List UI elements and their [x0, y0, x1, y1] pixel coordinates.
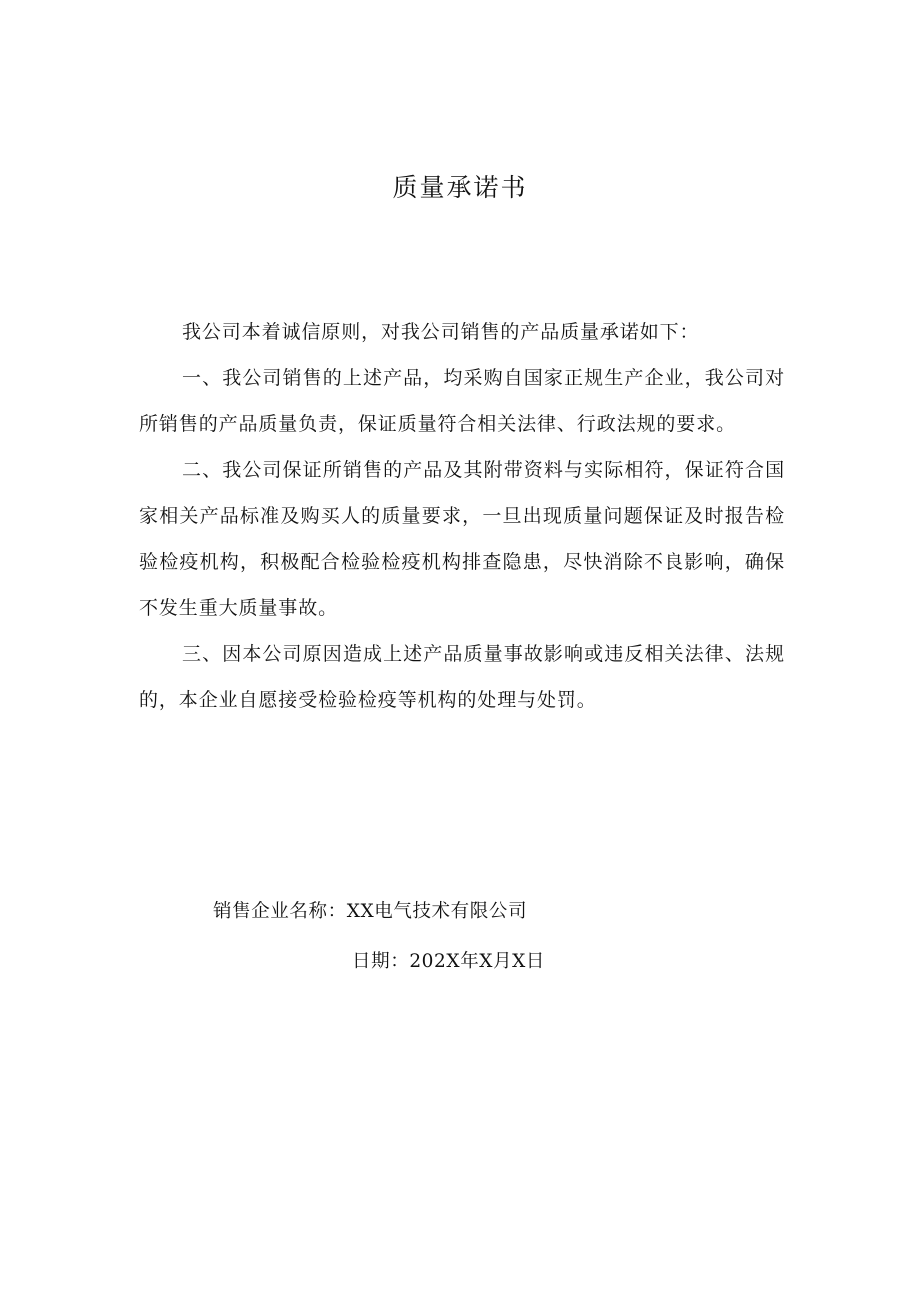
document-title: 质量承诺书 — [392, 173, 528, 202]
date-label: 日期： — [352, 951, 410, 972]
clause-1-paragraph: 一、我公司销售的上述产品，均采购自国家正规生产企业，我公司对所销售的产品质量负责，保证质量符合相关法律、行政法规的要求。 — [139, 367, 785, 435]
clause-3-paragraph: 三、因本公司原因造成上述产品质量事故影响或违反相关法律、法规的，本企业自愿接受检验检疫等机构的处理与处罚。 — [139, 643, 785, 711]
date-value: 202X年X月X日 — [409, 951, 546, 972]
document-body — [139, 309, 785, 723]
company-line — [213, 896, 527, 928]
clause-2-paragraph: 二、我公司保证所销售的产品及其附带资料与实际相符，保证符合国家相关产品标准及购买人的质量要求，一旦出现质量问题保证及时报告检验检疫机构，积极配合检验检疫机构排查隐患，尽快消除不良影响，确保不发生重大质量事故。 — [139, 459, 785, 619]
company-name: XX电气技术有限公司 — [346, 901, 528, 922]
date-line — [352, 946, 545, 978]
company-label: 销售企业名称： — [213, 901, 347, 922]
intro-paragraph: 我公司本着诚信原则，对我公司销售的产品质量承诺如下： — [182, 321, 700, 343]
